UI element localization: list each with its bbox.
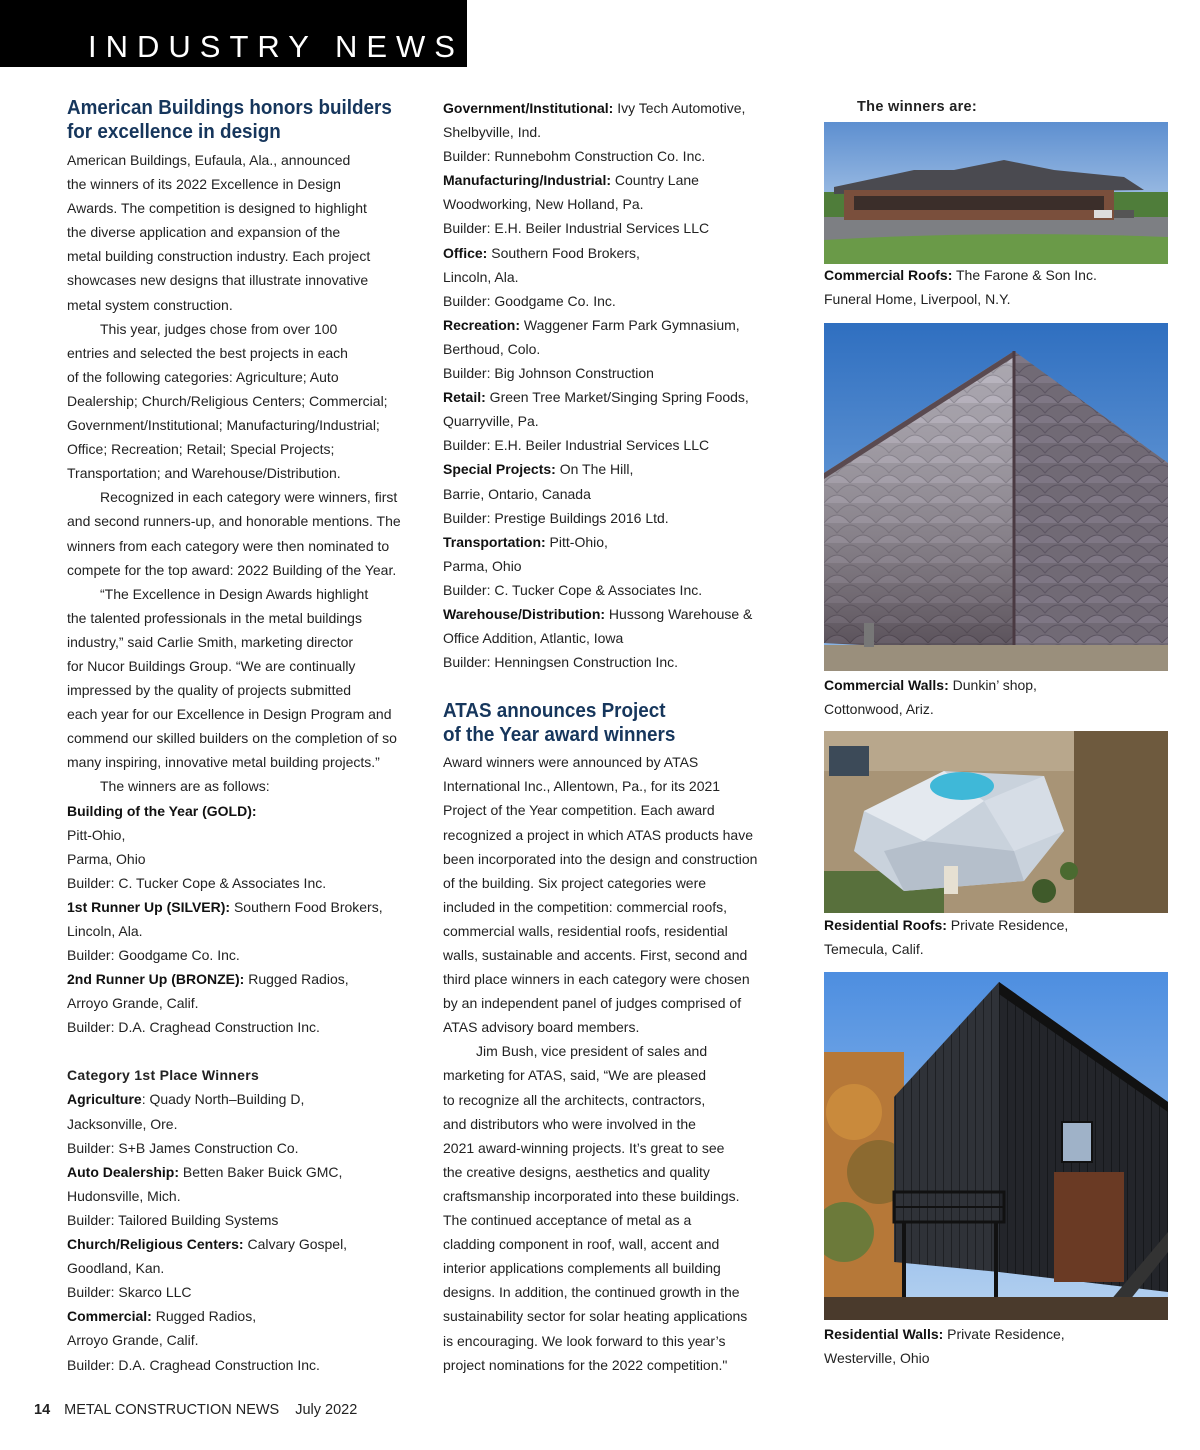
- article1-title: American Buildings honors builders for excellence in design: [67, 96, 392, 143]
- column-1: [67, 96, 417, 1377]
- article2-title: ATAS announces Project of the Year award winners: [443, 699, 676, 747]
- overall-winners: Building of the Year (GOLD): Pitt-Ohio, Parma, Ohio Builder: C. Tucker Cope & Associates Inc. 1st Runner Up (SILVER): Southern Food Brokers, Lincoln, Ala. Builder: Goodgame Co. Inc. 2nd Runner Up (BRONZE): Rugged Radios, Arroyo Grande, Calif. Builder: D.A. Craghead Construction Inc.: [67, 802, 383, 1036]
- photo-residential-walls: [824, 972, 1168, 1320]
- caption-commercial-walls: Commercial Walls: Dunkin’ shop, Cottonwood, Ariz.: [824, 677, 1037, 717]
- category-heading: Category 1st Place Winners: [67, 1067, 260, 1084]
- section-banner: [0, 0, 467, 67]
- article1-paragraph-2: This year, judges chose from over 100 entries and selected the best projects in each of the following categories: Agriculture; Auto Dealership; Church/Religious Centers; Commercial; Government/Institutional; Manufacturing/Industrial; Office; Recreation; Retail; Special Projects; Transportation; and Warehouse/Distribution.: [67, 320, 388, 482]
- silver-label: 1st Runner Up (SILVER):: [67, 898, 231, 915]
- winners-heading: The winners are:: [857, 99, 978, 115]
- column-2: [443, 96, 793, 1377]
- page-number: 14: [34, 1402, 51, 1418]
- photo-residential-roofs: [824, 731, 1168, 913]
- caption-commercial-roofs: Commercial Roofs: The Farone & Son Inc. Funeral Home, Liverpool, N.Y.: [824, 267, 1097, 307]
- photo-commercial-roofs: [824, 122, 1168, 264]
- category-winners-list-1: Agriculture: Quady North–Building D, Jacksonville, Ore. Builder: S+B James Construction Co. Auto Dealership: Betten Baker Buick GMC, Hudonsville, Mich. Builder: Tailored Building Systems Church/Religious Centers: Calvary Gospel, Goodland, Kan. Builder: Skarco LLC Commercial: Rugged Radios, Arroyo Grande, Calif. Builder: D.A. Craghead Construction Inc.: [67, 1091, 348, 1373]
- page-footer: [34, 1400, 357, 1420]
- bronze-label: 2nd Runner Up (BRONZE):: [67, 971, 245, 988]
- article2-paragraph-2: Jim Bush, vice president of sales and marketing for ATAS, said, “We are pleased to recognize all the architects, contractors, and distributors who were involved in the 2021 award-winning projects. It’s great to see the creative designs, aesthetics and quality craftsmanship incorporated into these buildings. The continued acceptance of metal as a cladding component in roof, wall, accent and interior applications complements all building designs. In addition, the continued growth in the sustainability sector for solar heating applications is encouraging. We look forward to this year’s project nominations for the 2022 competition.": [443, 1043, 748, 1373]
- article1-paragraph-3: Recognized in each category were winners, first and second runners-up, and honorable mentions. The winners from each category were then nominated to compete for the top award: 2022 Building of the Year.: [67, 489, 401, 578]
- photo-commercial-walls: [824, 323, 1168, 671]
- caption-residential-roofs: Residential Roofs: Private Residence, Temecula, Calif.: [824, 917, 1069, 957]
- issue-date: July 2022: [295, 1402, 358, 1418]
- caption-residential-walls: Residential Walls: Private Residence, Westerville, Ohio: [824, 1326, 1065, 1366]
- magazine-name: METAL CONSTRUCTION NEWS: [64, 1402, 280, 1418]
- section-title: INDUSTRY NEWS: [88, 29, 464, 64]
- article2-paragraph-1: Award winners were announced by ATAS International Inc., Allentown, Pa., for its 2021 Project of the Year competition. Each award recognized a project in which ATAS products have been incorporated into the design and construction of the building. Six project categories were included in the competition: commercial roofs, commercial walls, residential roofs, residential walls, sustainable and accents. First, second and third place winners in each category were chosen by an independent panel of judges comprised of ATAS advisory board members.: [443, 754, 758, 1036]
- article1-paragraph-4: “The Excellence in Design Awards highlight the talented professionals in the metal buildings industry,” said Carlie Smith, marketing director for Nucor Buildings Group. “We are continually impressed by the quality of projects submitted each year for our Excellence in Design Program and commend our skilled builders on the completion of so many inspiring, innovative metal building projects.”: [67, 585, 397, 771]
- category-winners-list-2: Government/Institutional: Ivy Tech Automotive, Shelbyville, Ind. Builder: Runnebohm Construction Co. Inc. Manufacturing/Industrial: Country Lane Woodworking, New Holland, Pa. Builder: E.H. Beiler Industrial Services LLC Office: Southern Food Brokers, Lincoln, Ala. Builder: Goodgame Co. Inc. Recreation: Waggener Farm Park Gymnasium, Berthoud, Colo. Builder: Big Johnson Construction Retail: Green Tree Market/Singing Spring Foods, Quarryville, Pa. Builder: E.H. Beiler Industrial Services LLC Special Projects: On The Hill, Barrie, Ontario, Canada Builder: Prestige Buildings 2016 Ltd. Transportation: Pitt-Ohio, Parma, Ohio Builder: C. Tucker Cope & Associates Inc. Warehouse/Distribution: Hussong Warehouse & Office Addition, Atlantic, Iowa Builder: Henningsen Construction Inc.: [443, 100, 753, 671]
- article1-paragraph-5: The winners are as follows:: [100, 778, 270, 795]
- article1-paragraph-1: American Buildings, Eufaula, Ala., announced the winners of its 2022 Excellence in Design Awards. The competition is designed to highlight the diverse application and expansion of the metal building construction industry. Each project showcases new designs that illustrate innovative metal system construction.: [67, 152, 371, 313]
- gold-label: Building of the Year (GOLD):: [67, 802, 257, 819]
